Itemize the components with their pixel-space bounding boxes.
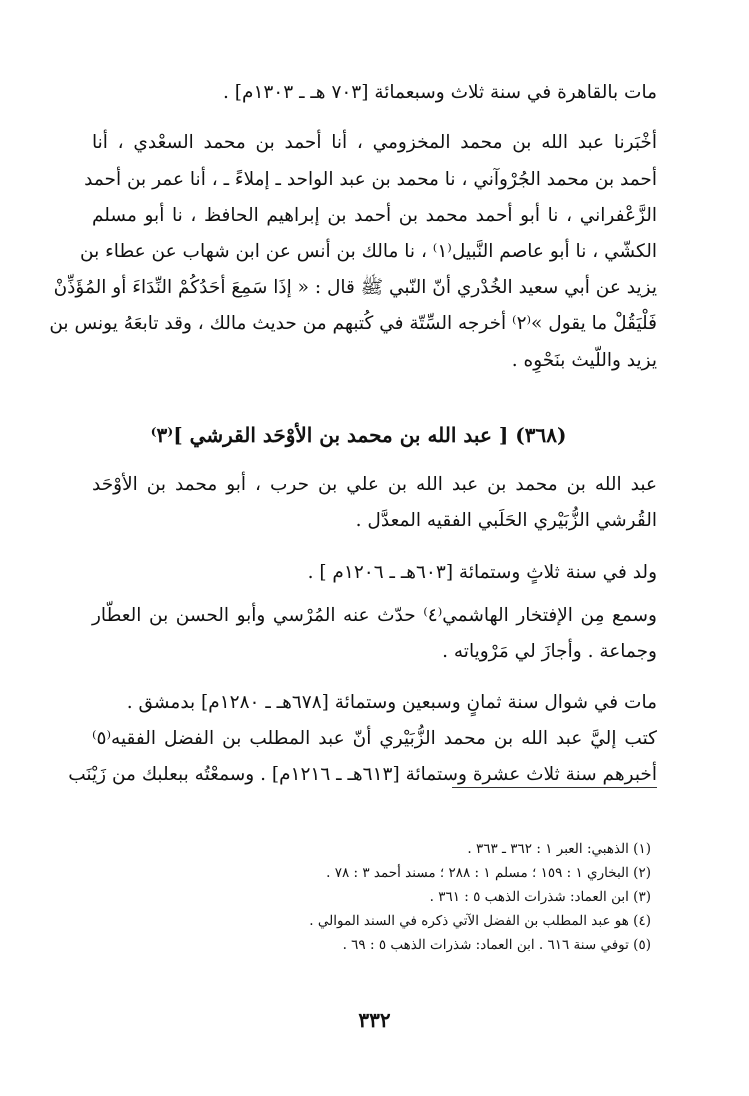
text-line: يزيد واللّيث بنَحْوِه . xyxy=(511,350,657,371)
footnote: (١) الذهبي: العبر ١ : ٣٦٢ ـ ٣٦٣ . xyxy=(467,841,651,857)
text-line: ولد في سنة ثلاثٍ وستمائة [٦٠٣هـ ـ ١٢٠٦م ] . xyxy=(307,562,657,583)
page-number: ٣٣٢ xyxy=(358,1008,391,1032)
footnote: (٢) البخاري ١ : ١٥٩ ؛ مسلم ١ : ٢٨٨ ؛ مسند أحمد ٣ : ٧٨ . xyxy=(326,865,651,881)
text-line: كتب إليَّ عبد الله بن محمد الزُّبَيْري أنّ عبد المطلب بن الفضل الفقيه⁽٥⁾ xyxy=(92,728,657,749)
text-line: القُرشي الزُّبَيْري الحَلَبي الفقيه المعدَّل . xyxy=(355,510,657,531)
text-line: الكشّي ، نا أبو عاصم النَّبيل⁽١⁾ ، نا مالك بن أنس عن ابن شهاب عن عطاء بن xyxy=(80,241,657,262)
text-line: أحمد بن محمد الجُرْوآني ، نا محمد بن عبد الواحد ـ إملاءً ـ ، أنا عمر بن أحمد xyxy=(84,169,657,190)
footnote: (٤) هو عبد المطلب بن الفضل الآتي ذكره في السند الموالي . xyxy=(309,913,651,929)
text-line: مات بالقاهرة في سنة ثلاث وسبعمائة [٧٠٣ هـ ـ ١٣٠٣م] . xyxy=(223,82,657,103)
text-line: فَلْيَقُلْ ما يقول »⁽٢⁾ أخرجه السِّتّة في كُتبهم من حديث مالك ، وقد تابعَهُ يونس بن xyxy=(49,313,657,334)
text-line: الزَّعْفراني ، نا أبو أحمد محمد بن أحمد بن إبراهيم الحافظ ، نا أبو مسلم xyxy=(92,205,657,226)
text-line: وجماعة . وأجازَ لي مَرْوياته . xyxy=(442,641,657,662)
entry-heading: (٣٦٨) [ عبد الله بن محمد بن الأوْحَد القرشي ]⁽٣⁾ xyxy=(150,423,567,447)
text-line: وسمع مِن الإفتخار الهاشمي⁽٤⁾ حدّث عنه المُرْسي وأبو الحسن بن العطّار xyxy=(92,605,657,626)
text-line: أخْبَرنا عبد الله بن محمد المخزومي ، أنا أحمد بن محمد السعْدي ، أنا xyxy=(92,132,657,153)
footnote-divider xyxy=(452,787,657,788)
footnote: (٣) ابن العماد: شذرات الذهب ٥ : ٣٦١ . xyxy=(429,889,651,905)
footnote: (٥) توفي سنة ٦١٦ . ابن العماد: شذرات الذهب ٥ : ٦٩ . xyxy=(342,937,651,953)
text-line: أخبرهم سنة ثلاث عشرة وستمائة [٦١٣هـ ـ ١٢١٦م] . وسمعْتُه ببعلبك من زَيْنَب xyxy=(68,764,657,785)
text-line: مات في شوال سنة ثمانٍ وسبعين وستمائة [٦٧٨هـ ـ ١٢٨٠م] بدمشق . xyxy=(126,692,657,713)
text-line: يزيد عن أبي سعيد الخُدْري أنّ النّبي ﷺ قال : « إذَا سَمِعَ أحَدُكُمْ النِّدَاءَ أو المُؤَذِّنْ xyxy=(53,277,657,298)
text-line: عبد الله بن محمد بن عبد الله بن علي بن حرب ، أبو محمد بن الأوْحَد xyxy=(92,474,657,495)
